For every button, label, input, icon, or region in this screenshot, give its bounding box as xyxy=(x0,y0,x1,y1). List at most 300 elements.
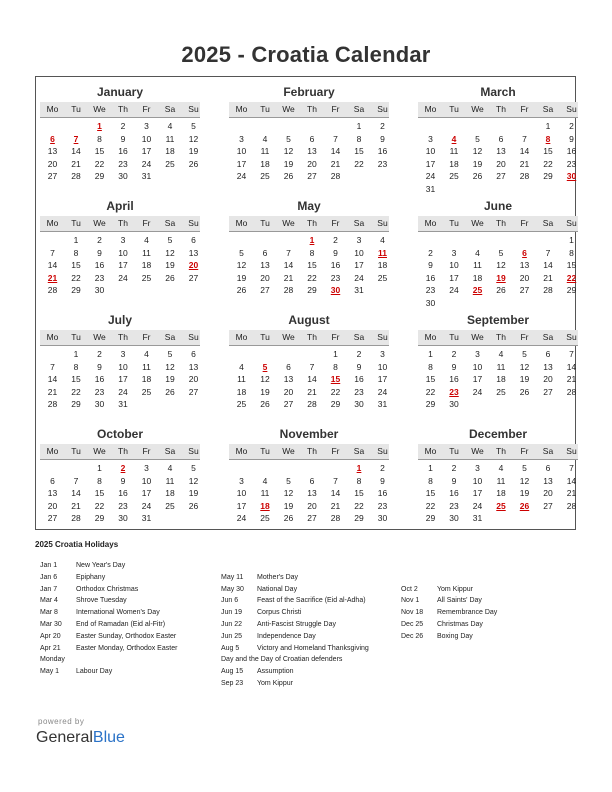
month-name: April xyxy=(106,199,134,213)
day-cell: 15 xyxy=(354,488,364,499)
day-cell: 31 xyxy=(354,285,364,296)
holiday-day-cell: 20 xyxy=(188,260,199,271)
day-cell: 13 xyxy=(188,361,199,372)
day-cell: 26 xyxy=(188,158,199,169)
holiday-name: End of Ramadan (Eid al-Fitr) xyxy=(76,620,166,628)
day-cell: 23 xyxy=(377,500,388,511)
day-cell: 31 xyxy=(377,399,388,410)
day-cell: 30 xyxy=(118,513,128,524)
day-cell: 21 xyxy=(71,500,81,511)
day-cell: 23 xyxy=(377,158,388,169)
day-cell: 13 xyxy=(519,260,530,271)
day-cell: 1 xyxy=(97,463,102,473)
holiday-entry xyxy=(401,619,571,631)
holiday-date: May 11 xyxy=(221,573,244,581)
brand-logo-general: General xyxy=(36,729,93,746)
day-cell: 6 xyxy=(498,133,504,144)
weekday-label: Sa xyxy=(542,446,554,456)
day-cell: 12 xyxy=(260,374,270,385)
day-cell: 8 xyxy=(569,247,574,258)
day-cell: 26 xyxy=(260,399,270,410)
day-cell: 2 xyxy=(380,121,385,131)
weekday-label: Tu xyxy=(449,332,459,342)
holiday-name: National Day xyxy=(257,585,298,593)
day-cell: 20 xyxy=(47,158,58,169)
page-title: 2025 - Croatia Calendar xyxy=(181,42,431,67)
powered-by-text: powered by xyxy=(38,717,85,726)
day-cell: 13 xyxy=(260,260,270,271)
month-2 xyxy=(418,79,578,194)
weekday-header xyxy=(40,444,200,460)
weekday-label: Su xyxy=(377,332,388,342)
holiday-day-cell: 6 xyxy=(522,247,527,258)
holiday-date: Nov 1 xyxy=(401,597,420,605)
day-cell: 12 xyxy=(519,361,530,372)
day-cell: 26 xyxy=(188,500,199,511)
day-cell: 11 xyxy=(237,374,246,385)
day-cell: 26 xyxy=(496,285,506,296)
holiday-name: Boxing Day xyxy=(437,632,473,640)
holiday-day-cell: 23 xyxy=(449,386,459,397)
weekday-label: Su xyxy=(566,446,577,456)
day-cell: 29 xyxy=(94,513,105,524)
weekday-label: Fr xyxy=(520,218,529,228)
day-cell: 19 xyxy=(519,374,530,385)
weekday-label: Mo xyxy=(235,104,248,114)
holiday-date: Oct 2 xyxy=(401,585,418,593)
day-cell: 27 xyxy=(543,386,553,397)
day-cell: 25 xyxy=(141,386,152,397)
weekday-label: Th xyxy=(118,332,128,342)
day-cell: 11 xyxy=(496,361,506,372)
day-cell: 9 xyxy=(97,361,102,372)
day-cell: 22 xyxy=(354,500,364,511)
day-cell: 27 xyxy=(283,399,294,410)
holiday-date: Mar 8 xyxy=(40,609,58,617)
day-cell: 16 xyxy=(377,146,388,157)
holiday-entry xyxy=(221,643,396,655)
day-cell: 19 xyxy=(519,488,530,499)
day-cell: 4 xyxy=(167,121,173,131)
weekday-label: Fr xyxy=(331,446,340,456)
weekday-label: Th xyxy=(307,218,317,228)
month-1 xyxy=(229,79,389,189)
day-cell: 14 xyxy=(330,488,341,499)
holiday-day-cell: 7 xyxy=(73,133,79,144)
weekday-label: Th xyxy=(118,104,128,114)
weekday-label: Sa xyxy=(353,332,365,342)
day-cell: 5 xyxy=(191,463,196,473)
day-cell: 31 xyxy=(472,513,483,524)
month-3 xyxy=(40,193,200,303)
weekday-label: Mo xyxy=(46,104,59,114)
day-cell: 5 xyxy=(286,133,291,144)
day-cell: 20 xyxy=(283,386,294,397)
weekday-label: Tu xyxy=(449,446,459,456)
holiday-date: Jan 7 xyxy=(40,585,58,593)
weekday-label: Sa xyxy=(164,446,176,456)
weekday-label: Th xyxy=(307,446,317,456)
day-cell: 11 xyxy=(473,260,482,271)
day-cell: 10 xyxy=(236,488,247,499)
day-cell: 1 xyxy=(356,121,362,131)
day-cell: 18 xyxy=(165,488,175,499)
month-6 xyxy=(40,307,200,417)
holiday-name: Christmas Day xyxy=(437,620,483,628)
day-cell: 23 xyxy=(330,272,341,283)
weekday-label: Th xyxy=(496,104,506,114)
day-cell: 27 xyxy=(260,285,270,296)
day-cell: 17 xyxy=(141,146,152,157)
day-cell: 21 xyxy=(566,374,577,385)
month-name: January xyxy=(96,85,144,99)
holiday-date: Aug 15 xyxy=(221,668,244,676)
holiday-day-cell: 25 xyxy=(496,500,506,511)
month-name: October xyxy=(96,427,143,441)
day-cell: 10 xyxy=(449,260,459,271)
holiday-day-cell: 1 xyxy=(309,235,315,245)
day-cell: 15 xyxy=(566,260,577,271)
day-cell: 2 xyxy=(428,247,433,258)
day-cell: 2 xyxy=(380,463,385,473)
day-cell: 22 xyxy=(425,386,436,397)
weekday-label: Su xyxy=(377,104,388,114)
weekday-label: We xyxy=(471,332,484,342)
day-cell: 24 xyxy=(472,386,483,397)
day-cell: 13 xyxy=(47,146,58,157)
month-name: May xyxy=(297,199,321,213)
day-cell: 17 xyxy=(449,272,459,283)
day-cell: 20 xyxy=(47,500,58,511)
weekday-header xyxy=(418,330,578,346)
holiday-entry xyxy=(40,631,210,643)
day-cell: 26 xyxy=(165,272,175,283)
day-cell: 13 xyxy=(543,361,553,372)
holiday-entry xyxy=(221,584,396,596)
day-cell: 24 xyxy=(472,500,483,511)
day-cell: 7 xyxy=(309,361,315,372)
day-cell: 18 xyxy=(377,260,388,271)
holiday-name: Shrove Tuesday xyxy=(76,597,127,605)
holiday-day-cell: 18 xyxy=(260,500,270,511)
day-cell: 24 xyxy=(236,171,247,182)
day-cell: 18 xyxy=(165,146,175,157)
weekday-label: Fr xyxy=(331,332,340,342)
holiday-date: Dec 26 xyxy=(401,632,424,640)
day-cell: 22 xyxy=(425,500,436,511)
day-cell: 19 xyxy=(188,146,199,157)
weekday-label: Th xyxy=(496,218,506,228)
day-cell: 18 xyxy=(496,488,506,499)
day-cell: 7 xyxy=(333,475,338,486)
day-cell: 25 xyxy=(449,171,459,182)
weekday-label: We xyxy=(93,332,106,342)
weekday-label: Fr xyxy=(142,218,151,228)
day-cell: 21 xyxy=(330,158,341,169)
day-cell: 6 xyxy=(309,133,315,144)
holiday-date: Jun 6 xyxy=(221,597,239,605)
day-cell: 15 xyxy=(94,488,105,499)
holiday-entry xyxy=(221,607,396,619)
weekday-label: Tu xyxy=(71,218,81,228)
weekday-label: We xyxy=(471,446,484,456)
day-cell: 13 xyxy=(283,374,294,385)
weekday-label: We xyxy=(93,446,106,456)
day-cell: 22 xyxy=(94,158,105,169)
holiday-date: Nov 18 xyxy=(401,609,424,617)
holiday-day-cell: 22 xyxy=(566,272,577,283)
day-cell: 12 xyxy=(165,361,175,372)
holiday-entry xyxy=(401,607,571,619)
day-cell: 16 xyxy=(118,146,128,157)
day-cell: 17 xyxy=(236,158,247,169)
day-cell: 11 xyxy=(165,475,175,486)
day-cell: 24 xyxy=(141,500,152,511)
day-cell: 24 xyxy=(425,171,436,182)
brand-logo-blue: Blue xyxy=(92,729,125,746)
holiday-entry xyxy=(401,595,571,607)
weekday-label: Mo xyxy=(235,332,248,342)
day-cell: 25 xyxy=(496,386,506,397)
day-cell: 10 xyxy=(472,361,483,372)
month-8 xyxy=(418,307,578,417)
day-cell: 17 xyxy=(118,260,128,271)
holiday-date: Sep 23 xyxy=(221,679,244,687)
month-name: December xyxy=(468,427,528,441)
day-cell: 11 xyxy=(496,475,506,486)
day-cell: 16 xyxy=(449,374,459,385)
holiday-column xyxy=(401,560,571,643)
weekday-label: Su xyxy=(188,332,199,342)
holiday-date: Jan 6 xyxy=(40,573,58,581)
day-cell: 19 xyxy=(165,374,175,385)
weekday-label: Sa xyxy=(542,104,554,114)
weekday-label: Fr xyxy=(142,104,151,114)
day-cell: 25 xyxy=(141,272,152,283)
day-cell: 30 xyxy=(425,298,436,308)
holiday-entry xyxy=(40,666,210,678)
day-cell: 28 xyxy=(71,171,81,182)
day-cell: 29 xyxy=(425,399,436,410)
day-cell: 12 xyxy=(283,488,294,499)
weekday-label: Mo xyxy=(235,218,248,228)
day-cell: 9 xyxy=(451,361,457,372)
day-cell: 26 xyxy=(472,171,483,182)
day-cell: 26 xyxy=(283,513,294,524)
day-cell: 20 xyxy=(188,374,199,385)
holiday-entry xyxy=(40,654,210,666)
weekday-label: We xyxy=(93,218,106,228)
day-cell: 14 xyxy=(519,146,530,157)
day-cell: 4 xyxy=(144,235,149,245)
month-name: March xyxy=(480,85,516,99)
day-cell: 4 xyxy=(475,247,480,258)
day-cell: 29 xyxy=(425,513,436,524)
day-cell: 23 xyxy=(566,158,577,169)
day-cell: 12 xyxy=(496,260,506,271)
day-cell: 8 xyxy=(356,475,362,486)
day-cell: 15 xyxy=(425,488,436,499)
day-cell: 27 xyxy=(307,513,317,524)
holiday-entry xyxy=(221,666,396,678)
day-cell: 5 xyxy=(167,349,173,359)
holiday-date: Jun 19 xyxy=(221,609,243,617)
holiday-name: Victory and Homeland Thanksgiving xyxy=(257,644,369,652)
day-cell: 8 xyxy=(97,133,102,144)
day-cell: 13 xyxy=(307,146,317,157)
day-cell: 1 xyxy=(545,121,551,131)
day-cell: 9 xyxy=(333,247,338,258)
day-cell: 15 xyxy=(71,374,81,385)
brand-logo[interactable] xyxy=(36,729,125,747)
day-cell: 16 xyxy=(330,260,341,271)
weekday-label: Tu xyxy=(260,332,270,342)
day-cell: 19 xyxy=(236,272,247,283)
day-cell: 19 xyxy=(283,500,294,511)
day-cell: 23 xyxy=(118,158,128,169)
day-cell: 30 xyxy=(354,399,364,410)
holiday-entry xyxy=(40,643,210,655)
day-cell: 2 xyxy=(451,463,457,473)
day-cell: 27 xyxy=(307,171,317,182)
weekday-label: Mo xyxy=(46,218,59,228)
day-cell: 6 xyxy=(545,349,551,359)
day-cell: 17 xyxy=(236,500,247,511)
weekday-header xyxy=(229,444,389,460)
weekday-header xyxy=(40,330,200,346)
day-cell: 22 xyxy=(94,500,105,511)
weekday-header xyxy=(229,330,389,346)
weekday-label: Su xyxy=(566,332,577,342)
day-cell: 18 xyxy=(472,272,483,283)
day-cell: 18 xyxy=(236,386,247,397)
day-cell: 7 xyxy=(50,361,55,372)
day-cell: 19 xyxy=(472,158,483,169)
weekday-label: Fr xyxy=(142,446,151,456)
day-cell: 5 xyxy=(167,235,173,245)
weekday-label: Fr xyxy=(331,104,340,114)
weekday-label: Tu xyxy=(449,218,459,228)
day-cell: 12 xyxy=(519,475,530,486)
month-name: July xyxy=(107,313,132,327)
month-10 xyxy=(229,421,389,531)
day-cell: 5 xyxy=(475,133,480,144)
weekday-label: Mo xyxy=(46,332,59,342)
day-cell: 3 xyxy=(144,463,149,473)
day-cell: 13 xyxy=(188,247,199,258)
day-cell: 19 xyxy=(260,386,270,397)
day-cell: 11 xyxy=(142,247,151,258)
day-cell: 6 xyxy=(191,349,196,359)
holiday-date: Apr 21 xyxy=(40,644,61,652)
day-cell: 28 xyxy=(71,513,81,524)
day-cell: 31 xyxy=(141,171,152,182)
holiday-name: Yom Kippur xyxy=(257,679,293,687)
holiday-day-cell: 1 xyxy=(97,121,102,131)
day-cell: 3 xyxy=(239,475,244,486)
day-cell: 12 xyxy=(188,133,199,144)
day-cell: 13 xyxy=(47,488,58,499)
day-cell: 12 xyxy=(283,146,294,157)
holiday-date: Apr 20 xyxy=(40,632,61,640)
day-cell: 8 xyxy=(73,247,79,258)
day-cell: 28 xyxy=(307,399,317,410)
day-cell: 10 xyxy=(236,146,247,157)
holiday-day-cell: 4 xyxy=(451,133,457,144)
day-cell: 29 xyxy=(71,285,81,296)
day-cell: 21 xyxy=(566,488,577,499)
day-cell: 23 xyxy=(94,386,105,397)
day-cell: 5 xyxy=(191,121,196,131)
weekday-label: Th xyxy=(307,332,317,342)
holiday-entry xyxy=(401,560,571,572)
day-cell: 11 xyxy=(449,146,459,157)
day-cell: 14 xyxy=(71,146,81,157)
day-cell: 21 xyxy=(519,158,530,169)
weekday-label: Tu xyxy=(71,332,81,342)
holiday-entry xyxy=(221,654,396,666)
day-cell: 7 xyxy=(545,247,551,258)
weekday-label: Su xyxy=(188,104,199,114)
holiday-date: Mar 30 xyxy=(40,620,62,628)
holiday-entry xyxy=(221,572,396,584)
day-cell: 29 xyxy=(330,399,341,410)
weekday-label: Su xyxy=(377,218,388,228)
day-cell: 28 xyxy=(47,285,58,296)
day-cell: 7 xyxy=(286,247,291,258)
weekday-label: Th xyxy=(496,446,506,456)
weekday-label: Su xyxy=(566,104,577,114)
day-cell: 23 xyxy=(118,500,128,511)
day-cell: 13 xyxy=(307,488,317,499)
month-name: November xyxy=(279,427,339,441)
holiday-date: Day and the Day of Croatian defenders xyxy=(221,656,343,664)
weekday-label: Tu xyxy=(260,446,270,456)
day-cell: 14 xyxy=(330,146,341,157)
day-cell: 3 xyxy=(239,133,244,144)
day-cell: 30 xyxy=(449,399,459,410)
weekday-header xyxy=(40,102,200,118)
day-cell: 18 xyxy=(449,158,459,169)
day-cell: 27 xyxy=(543,500,553,511)
holiday-day-cell: 30 xyxy=(330,285,341,296)
day-cell: 10 xyxy=(425,146,436,157)
holiday-entry xyxy=(401,631,571,643)
day-cell: 1 xyxy=(569,235,574,245)
day-cell: 2 xyxy=(569,121,574,131)
day-cell: 28 xyxy=(566,386,577,397)
weekday-label: We xyxy=(471,218,484,228)
day-cell: 4 xyxy=(239,361,244,372)
holiday-name: Corpus Christi xyxy=(257,609,302,617)
day-cell: 6 xyxy=(262,247,268,258)
day-cell: 20 xyxy=(496,158,506,169)
day-cell: 20 xyxy=(307,500,317,511)
weekday-label: Sa xyxy=(164,218,176,228)
weekday-label: Fr xyxy=(520,104,529,114)
day-cell: 3 xyxy=(475,349,480,359)
holiday-entry xyxy=(40,607,210,619)
day-cell: 14 xyxy=(566,361,577,372)
day-cell: 23 xyxy=(354,386,364,397)
weekday-label: Sa xyxy=(353,104,365,114)
day-cell: 22 xyxy=(354,158,364,169)
day-cell: 29 xyxy=(307,285,317,296)
day-cell: 17 xyxy=(472,374,483,385)
day-cell: 14 xyxy=(47,374,58,385)
month-5 xyxy=(418,193,578,308)
day-cell: 16 xyxy=(449,488,459,499)
